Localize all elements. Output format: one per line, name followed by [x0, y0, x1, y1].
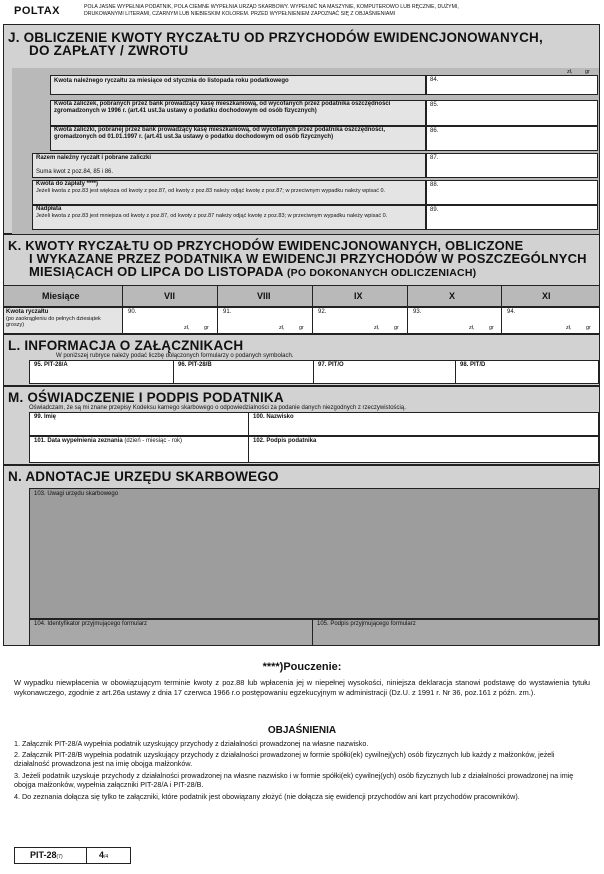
- page-current: 4: [99, 850, 105, 860]
- field-104-label: 104. Identyfikator przyjmującego formularz: [34, 621, 148, 627]
- objasnienia-item-4: 4. Do zeznania dołącza się tylko te załączniki, które podatnik jest obowiązany złożyć (nie dołącza się ewidencji przychodów ani kart przychodów pracowników).: [14, 792, 520, 801]
- objasnienia-item-1: 1. Załącznik PIT-28/A wypełnia podatnik uzyskujący przychody z działalności prowadzonej na własne nazwisko.: [14, 739, 369, 748]
- field-90-gr: gr: [204, 325, 209, 331]
- section-j-title: J. OBLICZENIE KWOTY RYCZAŁTU OD PRZYCHODÓW EWIDENCJONOWANYCH,: [8, 30, 543, 45]
- pouczenie-text: W wypadku niewpłacenia w obowiązującym terminie kwoty z poz.88 lub wpłacenia jej w niepełnej wysokości, niniejsza deklaracja stanowi podstawę do wystawienia tytułu wykonawczego, zgodnie z art.26a ustawy z dnia 17 czerwca 1966 r.o postępowaniu egzekucyjnym w administracji (Dz.U. z 1991 r. Nr 36, poz.161 z późn. zm.).: [14, 678, 590, 697]
- objasnienia-item-3: 3. Jeżeli podatnik uzyskuje przychody z działalności prowadzonej na własne nazwisko i w formie spółki(ek) cywilnej(ych) osób fizycznych lub z działalności prowadzonej na imię obojga małżonków, wypełnia załączniki PIT-28/A i PIT-28/B.: [14, 771, 574, 789]
- field-94-num: 94.: [507, 309, 516, 315]
- field-85-num: 85.: [430, 102, 439, 108]
- row-85-text: Kwota zaliczek, pobranych przez bank prowadzący kasę mieszkaniową, od wycofanych przez podatnika oszczędności zgromadzonych w 1996 r. (art.41 ust.3a ustawy o podatku dochodowym od osób fizycznych): [54, 101, 391, 114]
- field-101-label: [34, 438, 182, 445]
- field-92-num: 92.: [318, 309, 327, 315]
- form-code: [30, 850, 63, 860]
- field-86-num: 86.: [430, 128, 439, 134]
- page-total: /4: [104, 854, 109, 860]
- section-m-subtitle: Oświadczam, że są mi znane przepisy Kodeksu karnego skarbowego o odpowiedzialności za podanie danych niezgodnych z rzeczywistością.: [29, 405, 406, 411]
- row-88-text: Kwota do zapłaty ****): [36, 181, 99, 187]
- section-l-title: L. INFORMACJA O ZAŁĄCZNIKACH: [8, 338, 244, 353]
- row-84-text: Kwota należnego ryczałtu za miesiące od stycznia do listopada roku podatkowego: [54, 78, 289, 84]
- ryczalt-sub: (po zaokrągleniu do pełnych dziesiątek groszy): [6, 316, 101, 329]
- form-code-main: PIT-28: [30, 850, 57, 860]
- field-92-gr: gr: [394, 325, 399, 331]
- field-84-num: 84.: [430, 77, 439, 83]
- header-note-1: POLA JASNE WYPEŁNIA PODATNIK, POLA CIEMNE WYPEŁNIA URZĄD SKARBOWY. WYPEŁNIĆ NA MASZYNIE, KOMPUTEROWO LUB RĘCZNIE, DUŻYMI,: [84, 4, 459, 10]
- field-88-num: 88.: [430, 182, 439, 188]
- field-92-zl: zł,: [374, 325, 380, 331]
- months-header-row: [3, 285, 600, 307]
- field-105-label: 105. Podpis przyjmującego formularz: [317, 621, 416, 627]
- field-89-num: 89.: [430, 207, 439, 213]
- field-84-zl: zł,: [567, 69, 573, 75]
- field-87[interactable]: [426, 153, 598, 178]
- field-85[interactable]: [426, 100, 598, 126]
- field-102-label: 102. Podpis podatnika: [253, 438, 317, 444]
- field-84[interactable]: [426, 75, 598, 95]
- month-x: X: [449, 291, 456, 301]
- field-91-zl: zł,: [279, 325, 285, 331]
- field-99-label: 99. Imię: [34, 414, 57, 420]
- form-code-sup: (7): [56, 854, 63, 860]
- section-k-title-2: I WYKAZANE PRZEZ PODATNIKA W EWIDENCJI PRZYCHODÓW W POSZCZEGÓLNYCH: [29, 251, 587, 266]
- field-103-label: 103. Uwagi urzędu skarbowego: [34, 491, 119, 497]
- section-l-subtitle: W poniższej rubryce należy podać liczbę dołączonych formularzy o podanych symbolach.: [56, 353, 294, 359]
- field-98-label: 98. PIT/D: [460, 362, 486, 368]
- section-k-title-3: [29, 265, 476, 280]
- section-k-title-1: K. KWOTY RYCZAŁTU OD PRZYCHODÓW EWIDENCJONOWANYCH, OBLICZONE: [8, 238, 524, 253]
- field-95-label: 95. PIT-28/A: [34, 362, 68, 368]
- field-93-zl: zł,: [469, 325, 475, 331]
- field-96-label: 96. PIT-28/B: [178, 362, 212, 368]
- field-100[interactable]: [248, 412, 599, 436]
- section-k-title-3-suffix: (PO DOKONANYCH ODLICZENIACH): [286, 267, 477, 279]
- month-ix: IX: [354, 291, 363, 301]
- section-k-title-3-main: MIESIĄCACH OD LIPCA DO LISTOPADA: [29, 264, 284, 279]
- field-101-hint: (dzień - miesiąc - rok): [124, 438, 183, 444]
- field-91-gr: gr: [299, 325, 304, 331]
- pouczenie-title: ****)Pouczenie:: [262, 661, 342, 673]
- field-87-num: 87.: [430, 155, 439, 161]
- objasnienia-title: OBJAŚNIENIA: [267, 725, 337, 736]
- row-87-sub: Suma kwot z poz.84, 85 i 86.: [36, 169, 114, 175]
- field-91-num: 91.: [223, 309, 232, 315]
- field-103: [29, 488, 599, 619]
- ryczalt-label: Kwota ryczałtu: [6, 309, 49, 315]
- header-note-2: DRUKOWANYMI LITERAMI, CZARNYM LUB NIEBIESKIM KOLOREM. PRZED WYPEŁNIENIEM ZAPOZNAĆ SIĘ Z OBJAŚNIENIAMI: [84, 11, 396, 17]
- field-100-label: 100. Nazwisko: [253, 414, 294, 420]
- row-89-sub: Jeżeli kwota z poz.83 jest mniejsza od kwoty z poz.87, od kwoty z poz.87 należy odjąć kwotę z poz.83; w przeciwnym wypadku należy wpisać 0.: [36, 213, 388, 219]
- page-number: [99, 850, 108, 860]
- month-vii: VII: [164, 291, 176, 301]
- section-n-title: N. ADNOTACJE URZĘDU SKARBOWEGO: [8, 469, 279, 484]
- row-86-text: Kwota zaliczki, pobranej przez bank prowadzący kasę mieszkaniową, od wycofanych przez podatnika oszczędności, gromadzonych od 01.01.1997 r. (art.41 ust.3a ustawy o podatku dochodowym od osób fizycznych): [54, 127, 386, 140]
- field-90-zl: zł,: [184, 325, 190, 331]
- section-m-title: M. OŚWIADCZENIE I PODPIS PODATNIKA: [8, 390, 284, 405]
- section-j-title-2: DO ZAPŁATY / ZWROTU: [29, 43, 189, 58]
- field-86[interactable]: [426, 126, 598, 151]
- months-label: Miesiące: [42, 291, 80, 301]
- brand-logo: POLTAX: [14, 5, 60, 17]
- row-89-text: Nadpłata: [36, 206, 62, 212]
- field-89[interactable]: [426, 205, 598, 230]
- field-94-gr: gr: [586, 325, 591, 331]
- field-97-label: 97. PIT/O: [318, 362, 344, 368]
- field-88[interactable]: [426, 180, 598, 205]
- field-84-gr: gr: [585, 69, 590, 75]
- field-99[interactable]: [29, 412, 249, 436]
- field-93-num: 93.: [413, 309, 422, 315]
- row-88-sub: Jeżeli kwota z poz.83 jest większa od kwoty z poz.87, od kwoty z poz.83 należy odjąć kwotę z poz.87; w przeciwnym wypadku należy wpisać 0.: [36, 188, 386, 194]
- row-87-text: Razem należny ryczałt i pobrane zaliczki: [36, 155, 152, 161]
- field-94-zl: zł,: [566, 325, 572, 331]
- month-xi: XI: [542, 291, 551, 301]
- field-90-num: 90.: [128, 309, 137, 315]
- field-93-gr: gr: [489, 325, 494, 331]
- field-101-title: 101. Data wypełnienia zeznania: [34, 438, 123, 444]
- objasnienia-item-2: 2. Załącznik PIT-28/B wypełnia podatnik uzyskujący przychody z działalności prowadzonej w formie spółki(ek) cywilnej(ych) osób fizycznych lub każdy z małżonków, jeżeli działalność prowadzona jest na imię obojga małżonków.: [14, 750, 555, 768]
- month-viii: VIII: [257, 291, 271, 301]
